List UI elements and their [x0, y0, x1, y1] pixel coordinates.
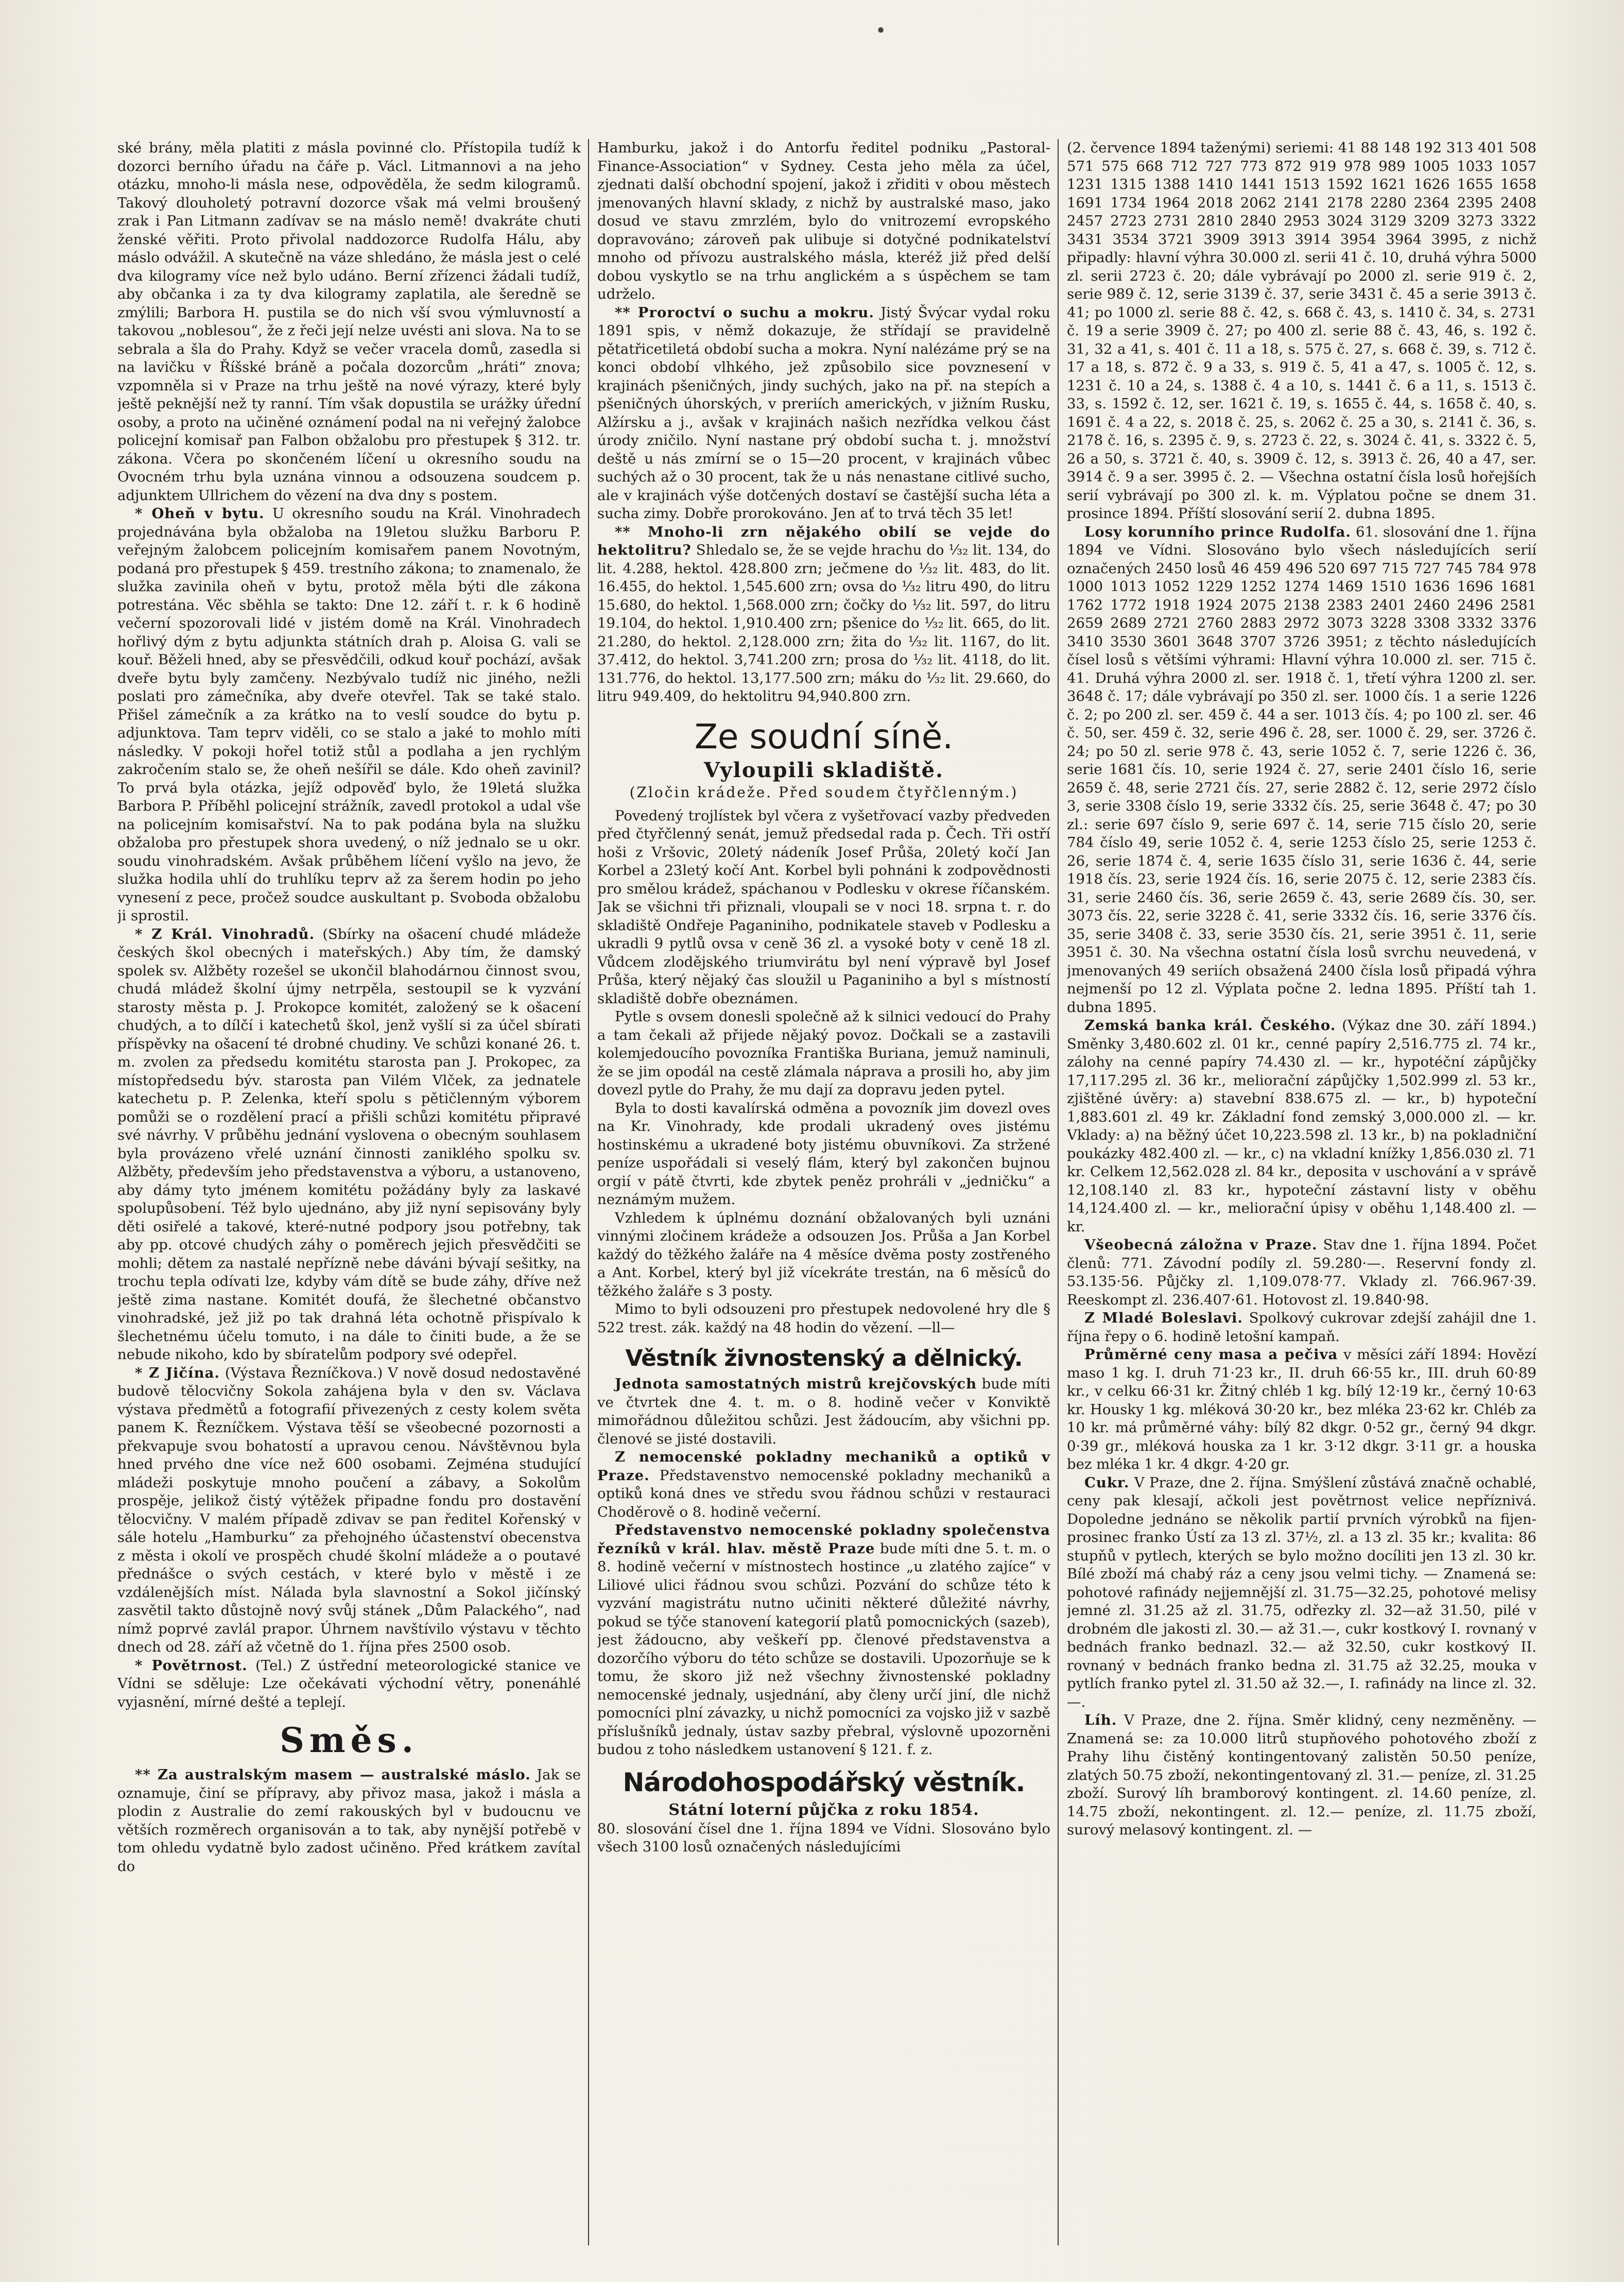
article-lead: Cukr. [1084, 1474, 1130, 1491]
article-text: Stav dne 1. října 1894. Počet členů: 771. Závodní podíly zl. 59.280·—. Reservní fondy zl. 53.135·56. Půjčky zl. 1,109.078·77. Vklady zl. 766.967·39. Reeskompt zl. 236.407·61. Hotovost zl. 19.840·98. [1067, 1237, 1536, 1308]
article-paragraph: 80. slosování čísel dne 1. října 1894 ve Vídni. Slosováno bylo všech 3100 losů označených následujícími [597, 1820, 1050, 1855]
article-lead: Jednota samostatných mistrů krejčovských [615, 1376, 977, 1392]
section-heading-narodohospodarsky: Národohospodářský věstník. [623, 1767, 1025, 1797]
article-text: (Výstava Řezníčkova.) V nově dosud nedostavěné budově tělocvičny Sokola zahájena byla v den sv. Václava výstava předmětů a fotografií přivezených z cesty kolem světa panem K. Řezníčkem. Výstava těší se všeobecné pozornosti a překvapuje svou bohatostí a upravou cenou. Návštěvnou byla hned prvého dne více než 600 osobami. Zejména studující mládeži poskytuje mnoho poučení a zábavy, a Sokolům prospěje, jelikož čistý výtěžek připadne fondu pro dostavění tělocvičny. V malém případě zdivav se pan ředitel Kořenský v sále hotelu „Hamburku“ za přehojného účastenství obecenstva z města i okolí ve prospěch chudé školní mládeže a o poutavé přednášce o svých cestách, v které bylo v městě i ze vzdálenějších míst. Nálada byla slavnostní a Sokol jičínský zasvětil takto důstojně nový svůj stánek „Dům Palackého“, nad nímž poprvé zavlál prapor. Úhrnem navštívilo výstavu v těchto dnech od 28. září až včetně do 1. října přes 2500 osob. [117, 1364, 581, 1655]
article-text: Jak se oznamuje, činí se přípravy, aby přivoz masa, jakož i másla a plodin z Australie do zemí rakouských byl v budoucnu ve větších rozměrech organisován a to tak, aby nynější potřebě v tom ohledu vydatně bylo zadost učiněno. Před krátkem zavítal do [117, 1766, 581, 1875]
article-text: V Praze, dne 2. října. Smýšlení zůstává značně ochablé, ceny pak klesají, ačkoli jest povětrnost velice nepříznivá. Dopoledne jednáno se několik partií prvních výrobků na fijen-prosinec franko Ústí za 13 zl. 37½, zl. a 13 zl. 35 kr.; kvalita: 86 stupňů v pytlech, kterých se bylo možno docíliti jen 13 zl. 30 kr. Bílé zboží má chabý ráz a ceny jsou velmi tichy. — Znamená se: pohotové rafinády nejjemnější zl. 31.75—32.25, pohotové melisy jemné zl. 31.25 až zl. 31.75, odřezky zl. 32—až 31.50, pilé v drobném dle jakosti zl. 30.— až 31.—, cukr kostkový I. rovnaný v bednách franko bednazl. 32.— až 32.50, cukr kostkový II. rovnaný v bednách franko bedna zl. 31.75 až 32.25, mouka v pytlích franko pytel zl. 31.50 až 32.—, I. rafinády na lince zl. 32.—. [1067, 1474, 1536, 1710]
article-text: Jistý Švýcar vydal roku 1891 spis, v němž dokazuje, že střídají se pravidelně pětatřicetiletá období sucha a mokra. Nyní nalézáme prý se na konci období vlhkého, jež způsobilo sice povznesení v krajinách pšeničných, jindy suchých, jako na př. na stepích a pšeničných úhorských, v preriích amerických, v jižním Rusku, Alžírsku a j., avšak v krajinách našich nezřídka velkou část úrody zničilo. Nyní nastane prý období sucha t. j. množství deště u nás zmírní se o 15—20 procent, v krajinách vůbec suchých až o 30 procent, tak že u nás nenastane citlivé sucho, ale v krajinách výše dotčených dostaví se častější sucha léta a sucha zimy. Dobře prorokováno. Jen ať to trvá těch 35 let! [597, 304, 1050, 522]
article-paragraph [117, 925, 581, 1364]
article-text: v měsíci září 1894: Hovězí maso 1 kg. I. druh 71·23 kr., II. druh 66·55 kr., III. druh 60·89 kr., v celku 66·31 kr. Žitný chléb 1 kg. bílý 12·19 kr., černý 10·63 kr. Housky 1 kg. mléková 30·20 kr., bez mléka 23·62 kr. Chléb za 10 kr. má průměrné váhy: bílý 82 dkgr. 0·52 gr., černý 94 dkgr. 0·39 gr., mléková houska za 1 kr. 3·12 dkgr. 3·11 gr. a houska bez mléka 1 kr. 4 dkgr. 4·20 gr. [1067, 1346, 1536, 1472]
article-lead: * Z Jičína. [135, 1364, 220, 1381]
article-paragraph: Vzhledem k úplnému doznání obžalovaných byli uznáni vinnými zločinem krádeže a odsouzen Jos. Průša a Jan Korbel každý do těžkého žaláře na 4 měsíce dvěma posty zostřeného a Ant. Korbel, který byl již vícekráte trestán, na 6 měsíců do těžkého žaláře s 3 posty. [597, 1209, 1050, 1299]
article-paragraph [117, 1766, 581, 1876]
article-paragraph [1067, 1346, 1536, 1474]
article-paragraph [117, 505, 581, 925]
article-lead: Z Mladé Boleslavi. [1084, 1310, 1243, 1326]
article-text: U okresního soudu na Král. Vinohradech projednávána byla obžaloba na 19letou služku Barboru P. veřejným žalobcem policejním komisařem panem Novotným, podaná pro přestupek § 459. trestního zákona; to znamenalo, že služka zavinila oheň v bytu, protož měla býti dle zákona potrestána. Věc sběhla se takto: Dne 12. září t. r. k 6 hodině večerní spozorovali lidé v jistém domě na Král. Vinohradech hořlivý dým z bytu adjunkta státních drah p. Aloisa G. vali se kouř. Běželi hned, aby se přesvědčili, odkud kouř pochází, avšak dveře bytu byly zamčeny. Nezbývalo tudíž nic jiného, nežli poslati pro zámečníka, aby dveře otevřel. Tak se také stalo. Přišel zámečník a za krátko na to veslí soudce do bytu p. adjunktova. Tam teprv viděli, co se stalo a jaké to mohlo míti následky. V pokoji hořel totiž stůl a podlaha a jen rychlým zakročením stalo se, že oheň nešířil se dále. Kdo oheň zavinil? To prvá byla otázka, jejíž odpověď bylo, že 19letá služka Barbora P. Příběhl policejní strážník, zavedl protokol a udal vše na policejním komisařství. Na to pak podána byla na služku obžaloba pro přestupek shora uvedený, o níž jednalo se u okr. soudu vinohradském. Avšak průběhem líčení vyšlo na jevo, že služka hodila uhlí do truhlíku teprv až za šerem hodin po jeho vynesení z pece, pročež soudce auskultant p. Svoboda obžalobu ji sprostil. [117, 505, 581, 924]
article-text: bude míti ve čtvrtek dne 4. t. m. o 8. hodině večer v Konviktě mimořádnou důležitou schůzi. Jest žádoucím, aby všichni pp. členové se jisté dostavili. [597, 1376, 1050, 1447]
article-paragraph [597, 304, 1050, 523]
article-paragraph [117, 1657, 581, 1712]
article-text: (Tel.) Z ústřední meteorologické stanice ve Vídni se sděluje: Lze očekávati východní větry, ponenáhlé vyjasnění, mírné dešté a teplejí. [117, 1657, 581, 1710]
article-lead: ** Proroctví o suchu a mokru. [615, 304, 874, 321]
article-text: Shledalo se, že se vejde hrachu do ¹⁄₃₂ lit. 134, do lit. 4.288, hektol. 428.800 zrn; ječmene do ¹⁄₃₂ lit. 483, do lit. 16.455, do hektol. 1,545.600 zrn; ovsa do ¹⁄₃₂ litru 490, do litru 15.680, do hektol. 1,568.000 zrn; čočky do ¹⁄₃₂ lit. 597, do litru 19.104, do hektol. 1,910.400 zrn; pšenice do ¹⁄₃₂ lit. 665, do lit. 21.280, do hektol. 2,128.000 zrn; žita do ¹⁄₃₂ lit. 1167, do lit. 37.412, do hektol. 3,741.200 zrn; prosa do ¹⁄₃₂ lit. 4118, do lit. 131.776, do hektol. 13,177.500 zrn; máku do ¹⁄₃₂ lit. 29.660, do litru 949.409, do hektolitru 94,940.800 zrn. [597, 542, 1050, 705]
article-text: (Sbírky na ošacení chudé mládeže českých škol obecných i mateřských.) Aby tím, že damský spolek sv. Alžběty rozešel se ukončil blahodárnou činnost svou, chudá mládež školní újmy netrpěla, sestoupil se k vyzvání starosty města p. J. Prokopce komitét, založený se k ošacení chudých, a to dílčí i katechetů škol, jenž vyšlí si za účel sbírati příspěvky na ošacení té drobné chudiny. Ve schůzi konané 26. t. m. zvolen za předsedu komitétu starosta pan J. Prokopec, za místopředsedu býv. starosta pan Vilém Vlček, za jednatele katechetu p. P. Zelenka, kteří spolu s pětičlenným výborem pomůži se o rozdělení prací a přišli schůzi komitétu připravé své návrhy. V průběhu jednání vyslovena o obecným souhlasem byla provázeno vřelé uznání činnosti zaniklého spolku sv. Alžběty, především jeho představenstva a výboru, a ustanoveno, aby dámy tyto jménem komitétu požádány byly za laskavé spolupůsobení. Též bylo ujednáno, aby již nyní sepisovány byly děti osiřelé a takové, které-nutné podpory jsou potřebny, tak aby pp. otcové chudých záhy o poměrech jejich přesvědčiti se mohli; dětem za nastalé nepřízně nebe dáváni bývají sešitky, na trochu tepla odívati lze, kdyby vám dítě se bude záhy, dříve než ještě zima nastane. Komitét doufá, že šlechetné občanstvo vinohradské, jež již po tak drahná léta ochotně přispívalo k šlechetnému účelu tomuto, i na dále to činiti bude, a že se nebude nikoho, kdo by sbíratelům podpory své odepřel. [117, 925, 581, 1363]
page-mark: • [875, 21, 887, 42]
article-paragraph [1067, 1017, 1536, 1236]
article-lead: * Z Král. Vinohradů. [135, 925, 315, 942]
article-paragraph [1067, 1711, 1536, 1840]
article-lead: Z nemocenské pokladny mechaniků a optiků v Praze. [597, 1449, 1050, 1484]
article-lead: * Povětrnost. [135, 1657, 248, 1674]
article-text: Spolkový cukrovar zdejší zahájil dne 1. října řepy o 6. hodině letošní kampaň. [1067, 1310, 1536, 1345]
section-heading-soudni: Ze soudní síně. [694, 716, 954, 757]
article-paragraph: Mimo to byli odsouzeni pro přestupek nedovolené hry dle § 522 trest. zák. každý na 48 hodin do vězení. —ll— [597, 1301, 1050, 1336]
article-lead: Zemská banka král. Českého. [1084, 1017, 1336, 1034]
article-paragraph: Pytle s ovsem donesli společně až k silnici vedoucí do Prahy a tam čekali až přijede nějaký povoz. Dočkali se a zastavili kolemjedoucího povozníka Františka Buriana, jemuž naminuli, že se jim opodál na cestě zlámala náprava a prosili ho, aby jim dovezl pytle do Prahy, že mu dají za dopravu jeden pytel. [597, 1008, 1050, 1098]
section-heading-smes: Směs. [280, 1720, 419, 1760]
column-rule [1058, 139, 1059, 2245]
article-subheadline: (Zločin krádeže. Před soudem čtyřčlenným.) [629, 783, 1018, 801]
article-paragraph [1067, 1474, 1536, 1712]
article-lead: Všeobecná záložna v Praze. [1084, 1237, 1318, 1253]
article-paragraph [597, 1448, 1050, 1521]
article-lead: ** Za australským masem — australské máslo. [135, 1766, 531, 1783]
article-headline: Vyloupili skladiště. [704, 758, 944, 782]
article-lead: ** Mnoho-li zrn nějakého obilí se vejde do hektolitru? [597, 523, 1050, 558]
article-lead: Líh. [1084, 1712, 1117, 1728]
article-lead: Losy korunního prince Rudolfa. [1084, 523, 1351, 540]
column-rule [588, 139, 589, 2245]
column-1 [117, 139, 581, 2251]
article-paragraph [597, 1375, 1050, 1448]
article-lead: Představenstvo nemocenské pokladny společenstva řezníků v král. hlav. městě Praze [597, 1522, 1050, 1557]
article-paragraph: (2. července 1894 taženými) seriemi: 41 88 148 192 313 401 508 571 575 668 712 727 773 872 919 978 989 1005 1033 1057 1231 1315 1388 1410 1441 1513 1592 1621 1626 1655 1658 1691 1734 1964 2018 2062 2141 2178 2280 2364 2395 2408 2457 2723 2731 2810 2840 2953 3024 3129 3209 3273 3322 3431 3534 3721 3909 3913 3914 3954 3964 3995, z nichž připadly: hlavní výhra 30.000 zl. serii 41 č. 10, druhá výhra 5000 zl. serii 2723 č. 20; dále vybrávají po 2000 zl. serie 919 č. 2, serie 989 č. 12, serie 3139 č. 37, serie 3431 č. 45 a serie 3913 č. 41; po 1000 zl. serie 88 č. 42, s. 668 č. 43, s. 1410 č. 34, s. 2731 č. 19 a serie 3909 č. 27; po 400 zl. serie 88 č. 43, 46, s. 192 č. 31, 32 a 41, s. 401 č. 11 a 18, s. 575 č. 27, s. 668 č. 39, s. 712 č. 17 a 18, s. 872 č. 9 a 33, s. 919 č. 5, 41 a 47, s. 1005 č. 12, s. 1231 č. 10 a 24, s. 1388 č. 4 a 10, s. 1441 č. 6 a 11, s. 1513 č. 33, s. 1592 č. 12, ser. 1621 č. 19, s. 1655 č. 44, s. 1658 č. 40, s. 1691 č. 4 a 22, s. 2018 č. 25, s. 2062 č. 25 a 30, s. 2141 č. 36, s. 2178 č. 16, s. 2395 č. 9, s. 2723 č. 22, s. 3024 č. 41, s. 3322 č. 5, 26 a 50, s. 3721 č. 40, s. 3909 č. 12, s. 3913 č. 26, 40 a 47, ser. 3914 č. 9 a ser. 3995 č. 2. — Všechna ostatní čísla losů hořejších serií vybrávají po 300 zl. k. m. Výplatou počne se dnem 31. prosince 1894. Příští slosování serií 2. dubna 1895. [1067, 140, 1536, 522]
article-lead: Průměrné ceny masa a pečiva [1084, 1346, 1338, 1363]
article-paragraph: Povedený trojlístek byl včera z vyšetřovací vazby předveden před čtyřčlenný senát, jemuž předsedal rada p. Čech. Tři ostří hoši z Vršovic, 20letý nádeník Josef Průša, 20letý kočí Jan Korbel a 23letý kočí Ant. Korbel byli pohnáni k zodpovědnosti pro smělou krádež, spáchanou v Podlesku v okrese říčanském. Jak se všichni tři přiznali, vloupali se v noci 18. srpna t. r. do skladiště Ondřeje Paganiniho, podnikatele staveb v Podlesku a ukradli 9 pytlů ovsa v ceně 36 zl. a vysoké boty v ceně 18 zl. Vůdcem zlodějského triumvirátu byl není výpravě byl Josef Průša, který nějaký čas sloužil u Paganiniho a byl s místností skladiště dobře obeznámen. [597, 807, 1050, 1007]
article-paragraph [117, 1364, 581, 1657]
article-text: (Výkaz dne 30. září 1894.) Směnky 3,480.602 zl. 01 kr., cenné papíry 2,516.775 zl. 74 kr., zálohy na cenné papíry 74.430 zl. — kr., hypotéční zápůjčky 17,117.295 zl. 36 kr., meliorační zápůjčky 1,502.999 zl. 53 kr., zjištěné úvěry: a) stavební 838.675 zl. — kr., b) hypoteční 1,883.601 zl. 49 kr. Základní fond zemský 3,000.000 zl. — kr. Vklady: a) na běžný účet 10,223.598 zl. 13 kr., b) na pokladniční poukázky 482.400 zl. — kr., c) na vkladní knížky 1,856.030 zl. 71 kr. Celkem 12,562.028 zl. 84 kr., deposita v uschování a v správě 12,108.140 zl. 83 kr., hypoteční zástavní listy v oběhu 14,124.400 zl. — kr., meliorační úpisy v oběhu 1,148.400 zl. — kr. [1067, 1017, 1536, 1235]
article-text: Představenstvo nemocenské pokladny mechaniků a optiků koná dnes ve středu svou řádnou schůzi v restauraci Choděrově o 8. hodině večerní. [597, 1467, 1050, 1520]
article-text: 61. slosování dne 1. října 1894 ve Vídni. Slosováno bylo všech následujících serií označených 2450 losů 46 459 496 520 697 715 727 745 784 978 1000 1013 1052 1229 1252 1274 1469 1510 1636 1696 1681 1762 1772 1918 1924 2075 2138 2383 2401 2460 2496 2581 2659 2689 2721 2760 2883 2972 3073 3228 3308 3332 3376 3410 3530 3601 3648 3707 3726 3951; z těchto následujících čísel losů s většími výhrami: Hlavní výhra 10.000 zl. ser. 715 č. 41. Druhá výhra 2000 zl. ser. 1918 č. 1, třetí výhra 1200 zl. ser. 3648 č. 17; dále vybrávají po 350 zl. ser. 1000 čís. 1 a serie 1226 č. 2; po 200 zl. ser. 459 č. 44 a ser. 1013 čís. 4; po 100 zl. ser. 46 č. 50, ser. 459 č. 32, serie 496 č. 28, ser. 1000 č. 29, ser. 3726 č. 24; po 50 zl. serie 978 č. 43, serie 1052 č. 7, serie 1226 č. 36, serie 1681 čís. 10, serie 1924 č. 27, serie 2401 číslo 16, serie 2659 č. 48, serie 2721 čís. 27, serie 2882 č. 12, serie 2972 číslo 3, serie 3308 číslo 19, serie 3332 čís. 25, serie 3648 č. 47; po 30 zl.: serie 697 číslo 9, serie 697 č. 14, serie 715 číslo 20, serie 784 číslo 49, serie 1052 č. 4, serie 1253 číslo 25, serie 1253 č. 26, serie 1874 č. 4, serie 1635 číslo 31, serie 1636 č. 44, serie 1918 čís. 23, serie 1924 čís. 16, serie 2075 č. 12, serie 2383 čís. 31, serie 2460 čís. 36, serie 2659 č. 43, serie 2689 čís. 30, ser. 3073 čís. 22, serie 3228 č. 41, serie 3332 čís. 16, serie 3376 čís. 35, serie 3408 č. 33, serie 3530 čís. 21, serie 3951 č. 11, serie 3951 č. 30. Na všechna ostatní čísla losů svrchu neuvedená, v jmenovaných 49 seriích obsažená 2400 čísla losů připadá výhra nejmenší po 12 zl. Výplata počne 2. ledna 1895. Příští tah 1. dubna 1895. [1067, 523, 1536, 1016]
article-paragraph: Hamburku, jakož i do Antorfu ředitel podniku „Pastoral-Finance-Association“ v Sydney. Cesta jeho měla za účel, zjednati další obchodní spojení, jakož i zřiditi v obou městech jmenovaných hlavní sklady, z nichž by australské maso, jako dosud ve stavu zmrzlém, bylo do vnitrozemí evropského dopravováno; zároveň pak ulibuje si dotyčné podnikatelství mnoho od přívozu australského másla, kteréž již před delší dobou vyskytlo se na trhu anglickém a s úspěchem se tam udrželo. [597, 140, 1050, 302]
article-text: V Praze, dne 2. října. Směr klidný, ceny nezměněny. — Znamená se: za 10.000 litrů stupňového pohotového zboží z Prahy lihu čistěný kontingentovaný zalistěn 50.50 peníze, zlatých 50.75 zboží, nekontingentovaný zl. 31.— peníze, zl. 31.25 zboží. Surový líh bramborový kontingent. zl. 14.60 peníze, zl. 14.75 zboží, nekontingent. zl. 12.— peníze, zl. 11.75 zboží, surový melasový kontingent. zl. — [1067, 1712, 1536, 1838]
article-lead: * Oheň v bytu. [135, 505, 265, 522]
article-paragraph [597, 523, 1050, 706]
article-paragraph [1067, 523, 1536, 1017]
section-heading-vestnik: Věstník živnostenský a dělnický. [625, 1345, 1023, 1371]
article-paragraph [1067, 1236, 1536, 1309]
column-2 [597, 139, 1050, 2251]
column-3 [1067, 139, 1536, 2251]
article-headline: Státní loterní půjčka z roku 1854. [668, 1800, 979, 1819]
article-text: bude míti dne 5. t. m. o 8. hodině večerní v místnostech hostince „u zlatého zajíce“ v Liliové ulici řádnou svou schůzi. Pozvání do schůze této k vyzvání magistrátu nutno učiniti některé důležité návrhy, pokud se týče stanovení kategorií platů pomocnických (sazeb), jest žádoucno, aby veškeří pp. členové představenstva a dozorčího výboru do této schůze se dostavili. Upozorňuje se k tomu, že skoro již než všechny živnostenské pokladny nemocenské jednaly, usjednání, aby členy určí jiní, dle nichž pomocníci plní závazky, u nichž pomocníci za vojsko již v sazbě příslušníků jednaly, ústav sazby přebral, výslovně upozorněni budou z toho následkem ustanovení § 121. f. z. [597, 1540, 1050, 1758]
article-paragraph [597, 1521, 1050, 1759]
article-paragraph [1067, 1309, 1536, 1346]
article-paragraph: Byla to dosti kavalírská odměna a povozník jim dovezl oves na Kr. Vinohrady, kde prodali ukradený oves jistému hostinskému a ukradené boty jistému obuvníkovi. Za stržené peníze uspořádali si veselý flám, který byl zakončen bujnou orgií v pátě čtvrti, kde zbytek peněz prohráli v „jedničku“ a neznámým mužem. [597, 1100, 1050, 1208]
article-paragraph: ské brány, měla platiti z másla povinné clo. Přístopila tudíž k dozorci berního úřadu na čáře p. Václ. Litmannovi a na jeho otázku, mnoho-li másla nese, odpověděla, že sedm kilogramů. Takový dlouholetý potravní dozorce však má velmi broušený zrak i Pan Litmann zadívav se na máslo nemě! dvakráte chuti ženské věřiti. Proto přivolal naddozorce Rudolfa Hálu, aby máslo odvážil. A skutečně na váze shledáno, že másla jest o celé dva kilogramy více než bylo udáno. Berní zřízenci žádali tudíž, aby občanka i za ty dva kilogramy zaplatila, ale šeredně se zmýlili; Barbora H. pustila se do nich vší svou výmluvností a takovou „noblesou“, že z řeči její nelze uvésti ani slova. Na to se sebrala a šla do Prahy. Když se večer vracela domů, zasedla si na lavičku v Říšské bráně a počala dozorcům „hráti“ znova; vzpomněla si v Praze na trhu ještě na nové výrazy, které byly ještě peknější než ty ranní. Tím však dopustila se urážky úřední osoby, a proto na učiněné oznámení podal na ni veřejný žalobce policejní komisař pan Falbon obžalobu pro přestupek § 312. tr. zákona. Včera po skončeném líčení u okresního soudu na Ovocném trhu byla uznána vinnou a odsouzena soudcem p. adjunktem Ullrichem do vězení na dva dny s postem. [117, 140, 581, 504]
